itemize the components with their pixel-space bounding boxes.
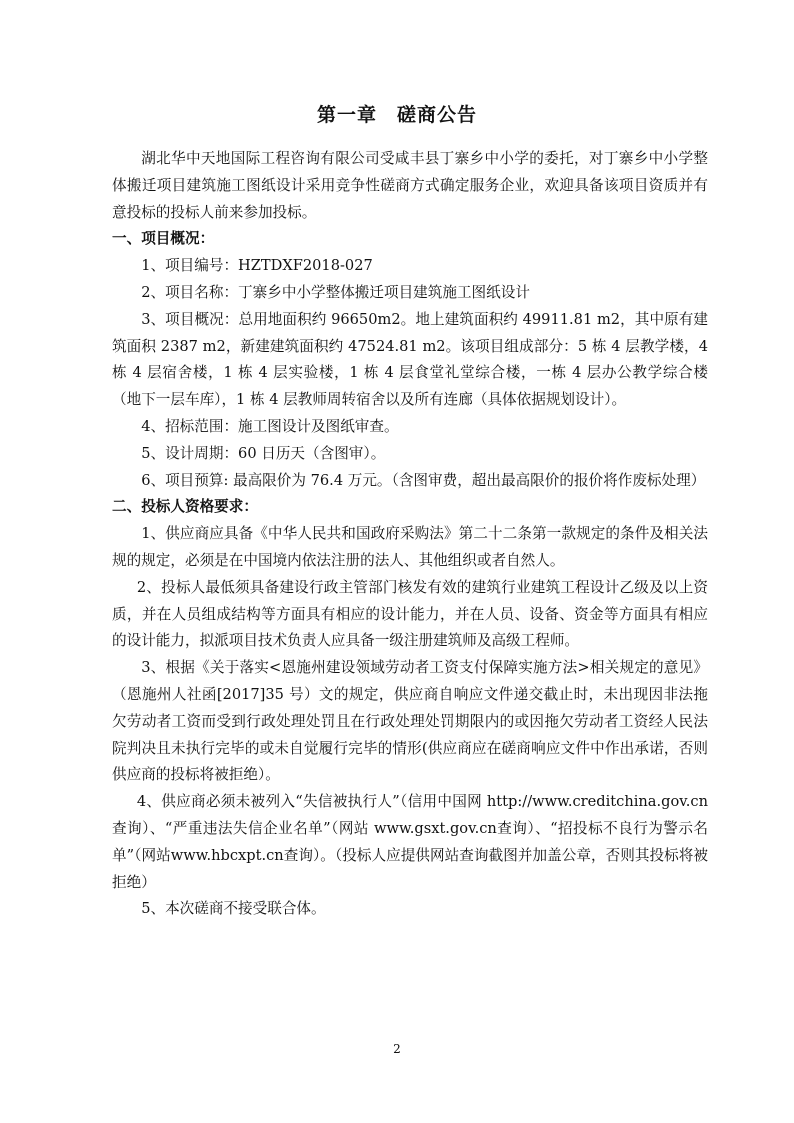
document-body	[112, 146, 708, 923]
project-budget: 6、项目预算: 最高限价为 76.4 万元。（含图审费，超出最高限价的报价将作废标处理）	[141, 471, 706, 489]
page-number: 2	[393, 1042, 401, 1056]
project-summary: 3、项目概况：总用地面积约 96650m2。地上建筑面积约 49911.81 m2，其中原有建筑面积 2387 m2，新建建筑面积约 47524.81 m2。该项目组成部分：5 栋 4 层教学楼，4 栋 4 层宿舍楼，1 栋 4 层实验楼，1 栋 4 层食堂礼堂综合楼，一栋 4 层办公教学综合楼（地下一层车库），1 栋 4 层教师周转宿舍以及所有连廊（具体依据规划设计）。	[112, 310, 708, 409]
qualification-item-1: 1、供应商应具备《中华人民共和国政府采购法》第二十二条第一款规定的条件及相关法规的规定，必须是在中国境内依法注册的法人、其他组织或者自然人。	[112, 525, 708, 569]
section-heading-qualifications: 二、投标人资格要求：	[112, 498, 258, 516]
intro-paragraph: 湖北华中天地国际工程咨询有限公司受咸丰县丁寨乡中小学的委托，对丁寨乡中小学整体搬迁项目建筑施工图纸设计采用竞争性磋商方式确定服务企业，欢迎具备该项目资质并有意投标的投标人前来参加投标。	[112, 150, 708, 221]
bid-scope: 4、招标范围：施工图设计及图纸审查。	[141, 417, 399, 435]
design-period: 5、设计周期：60 日历天（含图审）。	[141, 444, 386, 462]
section-heading-project-overview: 一、项目概况：	[112, 230, 215, 248]
qualification-item-3: 3、根据《关于落实<恩施州建设领域劳动者工资支付保障实施方法>相关规定的意见》（恩施州人社函[2017]35 号）文的规定，供应商自响应文件递交截止时，未出现因非法拖欠劳动者工资而受到行政处理处罚且在行政处理处罚期限内的或因拖欠劳动者工资经人民法院判决且未执行完毕的或未自觉履行完毕的情形(供应商应在磋商响应文件中作出承诺，否则供应商的投标将被拒绝）。	[112, 659, 708, 784]
project-name: 2、项目名称：丁寨乡中小学整体搬迁项目建筑施工图纸设计	[141, 283, 530, 301]
qualification-item-4: 4、供应商必须未被列入“失信被执行人”（信用中国网 http://www.creditchina.gov.cn查询）、“严重违法失信企业名单”（网站 www.gsxt.gov.cn查询）、“招投标不良行为警示名单”（网站www.hbcxpt.cn查询）。（投标人应提供网站查询截图并加盖公章，否则其投标将被拒绝）	[112, 793, 708, 891]
chapter-title: 第一章 磋商公告	[316, 104, 477, 126]
qualification-item-5: 5、本次磋商不接受联合体。	[141, 900, 326, 918]
project-number: 1、项目编号：HZTDXF2018-027	[141, 257, 373, 275]
qualification-item-2: 2、投标人最低须具备建设行政主管部门核发有效的建筑行业建筑工程设计乙级及以上资质，并在人员组成结构等方面具有相应的设计能力，并在人员、设备、资金等方面具有相应的设计能力，拟派项目技术负责人应具备一级注册建筑师及高级工程师。	[112, 578, 708, 650]
